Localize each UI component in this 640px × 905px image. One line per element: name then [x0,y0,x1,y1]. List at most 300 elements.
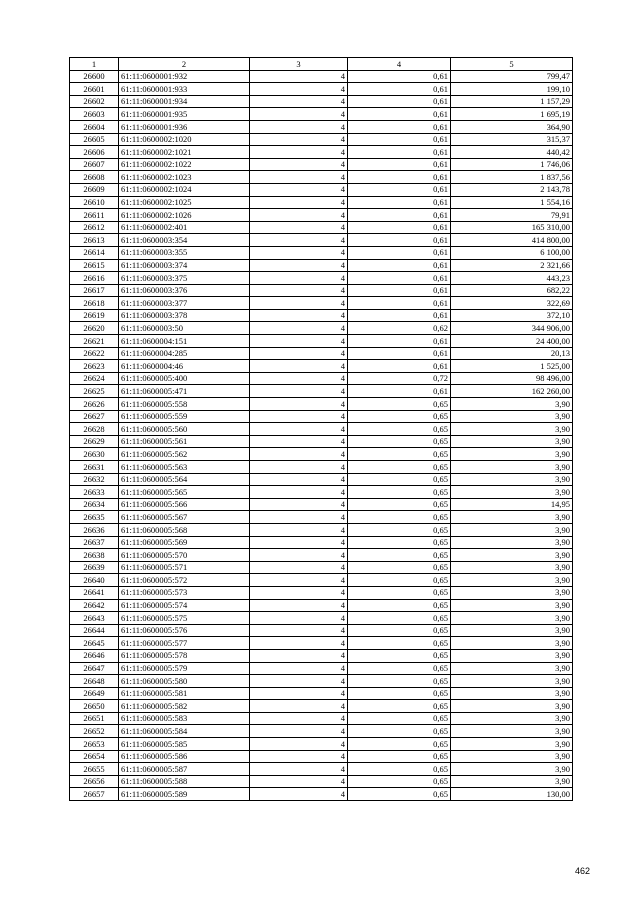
cadastral-number-cell: 61:11:0600001:935 [119,108,250,121]
category-cell: 4 [250,246,348,259]
value-cell: 799,47 [451,70,573,83]
row-number-cell: 26615 [70,259,119,272]
coefficient-cell: 0,61 [348,360,451,373]
coefficient-cell: 0,61 [348,259,451,272]
cadastral-number-cell: 61:11:0600005:570 [119,549,250,562]
category-cell: 4 [250,347,348,360]
cadastral-number-cell: 61:11:0600005:400 [119,372,250,385]
coefficient-cell: 0,65 [348,750,451,763]
category-cell: 4 [250,183,348,196]
table-row [70,561,573,574]
value-cell: 165 310,00 [451,221,573,234]
row-number-cell: 26637 [70,536,119,549]
table-row [70,486,573,499]
cadastral-number-cell: 61:11:0600005:578 [119,649,250,662]
table-row [70,712,573,725]
value-cell: 3,90 [451,763,573,776]
cadastral-number-cell: 61:11:0600005:581 [119,687,250,700]
page-number: 462 [574,866,590,876]
category-cell: 4 [250,335,348,348]
value-cell: 3,90 [451,511,573,524]
table-row [70,473,573,486]
value-cell: 443,23 [451,272,573,285]
row-number-cell: 26645 [70,637,119,650]
coefficient-cell: 0,65 [348,461,451,474]
row-number-cell: 26632 [70,473,119,486]
coefficient-cell: 0,65 [348,473,451,486]
table-row [70,297,573,310]
coefficient-cell: 0,65 [348,536,451,549]
cadastral-number-cell: 61:11:0600002:1020 [119,133,250,146]
cadastral-number-cell: 61:11:0600005:580 [119,675,250,688]
cadastral-number-cell: 61:11:0600002:401 [119,221,250,234]
header-row [70,58,573,71]
coefficient-cell: 0,61 [348,309,451,322]
cadastral-number-cell: 61:11:0600005:471 [119,385,250,398]
table-row [70,309,573,322]
coefficient-cell: 0,61 [348,347,451,360]
row-number-cell: 26647 [70,662,119,675]
coefficient-cell: 0,65 [348,624,451,637]
value-cell: 3,90 [451,435,573,448]
table-row [70,687,573,700]
value-cell: 3,90 [451,775,573,788]
value-cell: 3,90 [451,612,573,625]
value-cell: 315,37 [451,133,573,146]
value-cell: 3,90 [451,523,573,536]
cadastral-number-cell: 61:11:0600005:561 [119,435,250,448]
value-cell: 682,22 [451,284,573,297]
cadastral-number-cell: 61:11:0600005:584 [119,725,250,738]
row-number-cell: 26652 [70,725,119,738]
category-cell: 4 [250,70,348,83]
cadastral-number-cell: 61:11:0600005:577 [119,637,250,650]
category-cell: 4 [250,712,348,725]
row-number-cell: 26605 [70,133,119,146]
row-number-cell: 26611 [70,209,119,222]
cadastral-number-cell: 61:11:0600005:564 [119,473,250,486]
row-number-cell: 26626 [70,398,119,411]
row-number-cell: 26638 [70,549,119,562]
table-row [70,209,573,222]
category-cell: 4 [250,738,348,751]
cadastral-number-cell: 61:11:0600005:565 [119,486,250,499]
coefficient-cell: 0,61 [348,70,451,83]
row-number-cell: 26633 [70,486,119,499]
table-row [70,738,573,751]
table-row [70,272,573,285]
row-number-cell: 26631 [70,461,119,474]
row-number-cell: 26630 [70,448,119,461]
row-number-cell: 26639 [70,561,119,574]
value-cell: 372,10 [451,309,573,322]
category-cell: 4 [250,624,348,637]
value-cell: 14,95 [451,498,573,511]
coefficient-cell: 0,65 [348,410,451,423]
row-number-cell: 26608 [70,171,119,184]
category-cell: 4 [250,473,348,486]
row-number-cell: 26613 [70,234,119,247]
row-number-cell: 26614 [70,246,119,259]
category-cell: 4 [250,511,348,524]
value-cell: 3,90 [451,687,573,700]
category-cell: 4 [250,322,348,335]
cadastral-number-cell: 61:11:0600005:559 [119,410,250,423]
cadastral-number-cell: 61:11:0600003:377 [119,297,250,310]
value-cell: 3,90 [451,549,573,562]
category-cell: 4 [250,561,348,574]
header-cell-3: 3 [250,58,348,71]
row-number-cell: 26644 [70,624,119,637]
category-cell: 4 [250,120,348,133]
row-number-cell: 26650 [70,700,119,713]
cadastral-number-cell: 61:11:0600005:582 [119,700,250,713]
coefficient-cell: 0,61 [348,171,451,184]
data-table [69,57,573,801]
table-row [70,259,573,272]
row-number-cell: 26640 [70,574,119,587]
value-cell: 3,90 [451,700,573,713]
coefficient-cell: 0,65 [348,775,451,788]
table-row [70,158,573,171]
cadastral-number-cell: 61:11:0600005:572 [119,574,250,587]
row-number-cell: 26624 [70,372,119,385]
coefficient-cell: 0,61 [348,385,451,398]
table-row [70,246,573,259]
value-cell: 3,90 [451,637,573,650]
coefficient-cell: 0,61 [348,146,451,159]
header-cell-1: 1 [70,58,119,71]
value-cell: 162 260,00 [451,385,573,398]
cadastral-number-cell: 61:11:0600005:586 [119,750,250,763]
row-number-cell: 26656 [70,775,119,788]
category-cell: 4 [250,549,348,562]
coefficient-cell: 0,65 [348,498,451,511]
category-cell: 4 [250,750,348,763]
cadastral-number-cell: 61:11:0600003:375 [119,272,250,285]
coefficient-cell: 0,61 [348,158,451,171]
row-number-cell: 26619 [70,309,119,322]
cadastral-number-cell: 61:11:0600005:567 [119,511,250,524]
coefficient-cell: 0,61 [348,272,451,285]
category-cell: 4 [250,435,348,448]
row-number-cell: 26600 [70,70,119,83]
category-cell: 4 [250,83,348,96]
table-row [70,398,573,411]
value-cell: 3,90 [451,624,573,637]
coefficient-cell: 0,61 [348,297,451,310]
coefficient-cell: 0,65 [348,511,451,524]
coefficient-cell: 0,61 [348,246,451,259]
row-number-cell: 26657 [70,788,119,801]
row-number-cell: 26649 [70,687,119,700]
value-cell: 1 525,00 [451,360,573,373]
category-cell: 4 [250,108,348,121]
table-row [70,649,573,662]
category-cell: 4 [250,675,348,688]
table-row [70,624,573,637]
row-number-cell: 26618 [70,297,119,310]
coefficient-cell: 0,65 [348,700,451,713]
coefficient-cell: 0,65 [348,662,451,675]
category-cell: 4 [250,95,348,108]
category-cell: 4 [250,725,348,738]
category-cell: 4 [250,536,348,549]
value-cell: 414 800,00 [451,234,573,247]
table-row [70,322,573,335]
value-cell: 3,90 [451,561,573,574]
category-cell: 4 [250,586,348,599]
value-cell: 2 143,78 [451,183,573,196]
value-cell: 3,90 [451,750,573,763]
value-cell: 3,90 [451,649,573,662]
cadastral-number-cell: 61:11:0600003:376 [119,284,250,297]
cadastral-number-cell: 61:11:0600004:46 [119,360,250,373]
category-cell: 4 [250,146,348,159]
header-cell-2: 2 [119,58,250,71]
cadastral-number-cell: 61:11:0600005:568 [119,523,250,536]
table-row [70,574,573,587]
table-row [70,549,573,562]
coefficient-cell: 0,61 [348,83,451,96]
value-cell: 3,90 [451,725,573,738]
coefficient-cell: 0,65 [348,612,451,625]
category-cell: 4 [250,687,348,700]
table-row [70,725,573,738]
value-cell: 3,90 [451,675,573,688]
coefficient-cell: 0,65 [348,561,451,574]
table-row [70,196,573,209]
cadastral-number-cell: 61:11:0600002:1024 [119,183,250,196]
category-cell: 4 [250,788,348,801]
table-row [70,511,573,524]
value-cell: 3,90 [451,486,573,499]
cadastral-number-cell: 61:11:0600005:558 [119,398,250,411]
table-row [70,788,573,801]
category-cell: 4 [250,649,348,662]
row-number-cell: 26653 [70,738,119,751]
coefficient-cell: 0,65 [348,599,451,612]
table-row [70,171,573,184]
row-number-cell: 26602 [70,95,119,108]
row-number-cell: 26642 [70,599,119,612]
value-cell: 3,90 [451,398,573,411]
category-cell: 4 [250,763,348,776]
cadastral-number-cell: 61:11:0600005:571 [119,561,250,574]
table-row [70,95,573,108]
coefficient-cell: 0,65 [348,725,451,738]
value-cell: 364,90 [451,120,573,133]
cadastral-number-cell: 61:11:0600002:1022 [119,158,250,171]
table-row [70,700,573,713]
category-cell: 4 [250,284,348,297]
table-row [70,536,573,549]
coefficient-cell: 0,65 [348,523,451,536]
value-cell: 1 157,29 [451,95,573,108]
cadastral-number-cell: 61:11:0600003:354 [119,234,250,247]
row-number-cell: 26628 [70,423,119,436]
table-row [70,70,573,83]
table-row [70,599,573,612]
row-number-cell: 26622 [70,347,119,360]
category-cell: 4 [250,637,348,650]
coefficient-cell: 0,72 [348,372,451,385]
cadastral-number-cell: 61:11:0600005:575 [119,612,250,625]
table-row [70,385,573,398]
category-cell: 4 [250,372,348,385]
table-row [70,347,573,360]
value-cell: 3,90 [451,423,573,436]
cadastral-number-cell: 61:11:0600003:374 [119,259,250,272]
row-number-cell: 26636 [70,523,119,536]
category-cell: 4 [250,221,348,234]
coefficient-cell: 0,65 [348,712,451,725]
table-row [70,372,573,385]
table-row [70,435,573,448]
coefficient-cell: 0,65 [348,788,451,801]
coefficient-cell: 0,61 [348,196,451,209]
cadastral-number-cell: 61:11:0600002:1025 [119,196,250,209]
cadastral-number-cell: 61:11:0600003:355 [119,246,250,259]
value-cell: 1 695,19 [451,108,573,121]
cadastral-number-cell: 61:11:0600004:151 [119,335,250,348]
coefficient-cell: 0,61 [348,335,451,348]
cadastral-number-cell: 61:11:0600001:936 [119,120,250,133]
category-cell: 4 [250,423,348,436]
coefficient-cell: 0,62 [348,322,451,335]
row-number-cell: 26651 [70,712,119,725]
value-cell: 3,90 [451,461,573,474]
row-number-cell: 26634 [70,498,119,511]
row-number-cell: 26648 [70,675,119,688]
row-number-cell: 26603 [70,108,119,121]
value-cell: 130,00 [451,788,573,801]
category-cell: 4 [250,523,348,536]
cadastral-number-cell: 61:11:0600003:378 [119,309,250,322]
coefficient-cell: 0,61 [348,183,451,196]
category-cell: 4 [250,498,348,511]
cadastral-number-cell: 61:11:0600005:588 [119,775,250,788]
coefficient-cell: 0,61 [348,120,451,133]
category-cell: 4 [250,398,348,411]
cadastral-number-cell: 61:11:0600002:1021 [119,146,250,159]
cadastral-number-cell: 61:11:0600005:563 [119,461,250,474]
value-cell: 98 496,00 [451,372,573,385]
value-cell: 3,90 [451,738,573,751]
category-cell: 4 [250,259,348,272]
coefficient-cell: 0,61 [348,221,451,234]
coefficient-cell: 0,65 [348,763,451,776]
coefficient-cell: 0,65 [348,549,451,562]
coefficient-cell: 0,65 [348,435,451,448]
category-cell: 4 [250,448,348,461]
row-number-cell: 26620 [70,322,119,335]
cadastral-number-cell: 61:11:0600005:585 [119,738,250,751]
row-number-cell: 26604 [70,120,119,133]
cadastral-number-cell: 61:11:0600005:573 [119,586,250,599]
row-number-cell: 26641 [70,586,119,599]
table-row [70,410,573,423]
value-cell: 2 321,66 [451,259,573,272]
table-body [70,58,573,801]
header-cell-4: 4 [348,58,451,71]
category-cell: 4 [250,385,348,398]
category-cell: 4 [250,599,348,612]
coefficient-cell: 0,65 [348,687,451,700]
value-cell: 3,90 [451,473,573,486]
table-row [70,637,573,650]
row-number-cell: 26616 [70,272,119,285]
category-cell: 4 [250,700,348,713]
coefficient-cell: 0,65 [348,675,451,688]
value-cell: 1 554,16 [451,196,573,209]
coefficient-cell: 0,61 [348,108,451,121]
category-cell: 4 [250,297,348,310]
cadastral-number-cell: 61:11:0600005:579 [119,662,250,675]
row-number-cell: 26654 [70,750,119,763]
row-number-cell: 26625 [70,385,119,398]
coefficient-cell: 0,61 [348,209,451,222]
row-number-cell: 26609 [70,183,119,196]
value-cell: 3,90 [451,712,573,725]
category-cell: 4 [250,461,348,474]
category-cell: 4 [250,360,348,373]
coefficient-cell: 0,65 [348,649,451,662]
row-number-cell: 26621 [70,335,119,348]
table-row [70,360,573,373]
value-cell: 6 100,00 [451,246,573,259]
coefficient-cell: 0,65 [348,448,451,461]
table-row [70,775,573,788]
category-cell: 4 [250,158,348,171]
row-number-cell: 26629 [70,435,119,448]
row-number-cell: 26627 [70,410,119,423]
row-number-cell: 26612 [70,221,119,234]
value-cell: 1 746,06 [451,158,573,171]
table-row [70,612,573,625]
cadastral-number-cell: 61:11:0600002:1023 [119,171,250,184]
category-cell: 4 [250,574,348,587]
coefficient-cell: 0,65 [348,486,451,499]
row-number-cell: 26655 [70,763,119,776]
cadastral-number-cell: 61:11:0600005:560 [119,423,250,436]
coefficient-cell: 0,61 [348,234,451,247]
coefficient-cell: 0,65 [348,574,451,587]
value-cell: 344 906,00 [451,322,573,335]
cadastral-number-cell: 61:11:0600005:569 [119,536,250,549]
value-cell: 3,90 [451,662,573,675]
cadastral-number-cell: 61:11:0600001:934 [119,95,250,108]
table-row [70,461,573,474]
table-row [70,662,573,675]
value-cell: 20,13 [451,347,573,360]
category-cell: 4 [250,309,348,322]
category-cell: 4 [250,486,348,499]
value-cell: 3,90 [451,536,573,549]
value-cell: 24 400,00 [451,335,573,348]
table-row [70,750,573,763]
row-number-cell: 26623 [70,360,119,373]
cadastral-number-cell: 61:11:0600005:587 [119,763,250,776]
table-row [70,675,573,688]
table-row [70,586,573,599]
value-cell: 199,10 [451,83,573,96]
category-cell: 4 [250,662,348,675]
table-row [70,423,573,436]
cadastral-number-cell: 61:11:0600004:285 [119,347,250,360]
table-row [70,108,573,121]
row-number-cell: 26635 [70,511,119,524]
